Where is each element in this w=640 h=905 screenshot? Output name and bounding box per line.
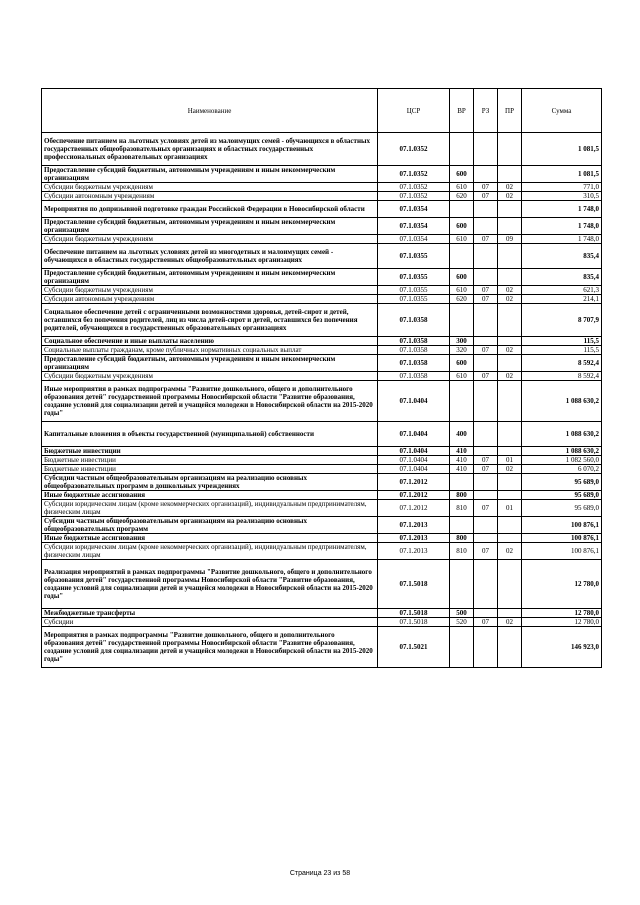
- cell-vr: 620: [450, 295, 474, 304]
- table-row: [42, 609, 602, 618]
- table-row: [42, 201, 602, 218]
- cell-rz: [474, 244, 498, 269]
- cell-name: Капитальные вложения в объекты государственной (муниципальной) собственности: [42, 422, 378, 447]
- cell-pr: 02: [498, 286, 522, 295]
- header-vr: ВР: [450, 89, 474, 133]
- cell-sum: 1 081,5: [522, 166, 602, 183]
- cell-name: Субсидии бюджетным учреждениям: [42, 286, 378, 295]
- cell-sum: 8 707,9: [522, 304, 602, 337]
- cell-sum: 95 689,0: [522, 491, 602, 500]
- cell-pr: [498, 218, 522, 235]
- cell-vr: [450, 560, 474, 609]
- table-row: [42, 381, 602, 422]
- table-row: [42, 218, 602, 235]
- cell-name: Субсидии бюджетным учреждениям: [42, 372, 378, 381]
- cell-name: Предоставление субсидий бюджетным, автономным учреждениям и иным некоммерческим организациям: [42, 166, 378, 183]
- header-name: Наименование: [42, 89, 378, 133]
- table-row: [42, 543, 602, 560]
- cell-csr: 07.1.0404: [378, 465, 450, 474]
- cell-rz: [474, 304, 498, 337]
- cell-vr: 410: [450, 456, 474, 465]
- cell-rz: [474, 355, 498, 372]
- header-sum: Сумма: [522, 89, 602, 133]
- cell-pr: 01: [498, 500, 522, 517]
- cell-rz: [474, 381, 498, 422]
- cell-csr: 07.1.0404: [378, 422, 450, 447]
- table-row: [42, 355, 602, 372]
- cell-pr: [498, 244, 522, 269]
- cell-name: Предоставление субсидий бюджетным, автономным учреждениям и иным некоммерческим организациям: [42, 218, 378, 235]
- table-row: [42, 286, 602, 295]
- cell-sum: 8 592,4: [522, 355, 602, 372]
- header-pr: ПР: [498, 89, 522, 133]
- cell-rz: 07: [474, 235, 498, 244]
- table-row: [42, 491, 602, 500]
- table-row: [42, 192, 602, 201]
- cell-vr: 410: [450, 465, 474, 474]
- cell-rz: [474, 474, 498, 491]
- table-row: [42, 534, 602, 543]
- cell-sum: 1 748,0: [522, 235, 602, 244]
- cell-pr: [498, 517, 522, 534]
- cell-rz: 07: [474, 346, 498, 355]
- cell-csr: 07.1.0404: [378, 381, 450, 422]
- cell-vr: 600: [450, 166, 474, 183]
- cell-pr: 02: [498, 183, 522, 192]
- cell-rz: 07: [474, 500, 498, 517]
- cell-pr: 02: [498, 346, 522, 355]
- cell-rz: 07: [474, 456, 498, 465]
- cell-name: Предоставление субсидий бюджетным, автономным учреждениям и иным некоммерческим организациям: [42, 355, 378, 372]
- cell-name: Реализация мероприятий в рамках подпрограммы "Развитие дошкольного, общего и дополнительного образования детей" государственной программы Новосибирской области "Развитие образования, создание условий для социализации детей и учащейся молодежи в Новосибирской области на 2015-2020 годы": [42, 560, 378, 609]
- cell-csr: 07.1.0352: [378, 183, 450, 192]
- cell-rz: [474, 218, 498, 235]
- cell-sum: 1 081,5: [522, 133, 602, 166]
- cell-name: Иные бюджетные ассигнования: [42, 491, 378, 500]
- cell-name: Обеспечение питанием на льготных условиях детей из малоимущих семей - обучающихся в областных государственных общеобразовательных организациях и областных государственных профессиональных образовательных организациях: [42, 133, 378, 166]
- cell-csr: 07.1.2013: [378, 517, 450, 534]
- cell-vr: [450, 304, 474, 337]
- cell-csr: 07.1.0355: [378, 295, 450, 304]
- cell-vr: 810: [450, 500, 474, 517]
- cell-sum: 771,0: [522, 183, 602, 192]
- cell-name: Социальное обеспечение и иные выплаты населению: [42, 337, 378, 346]
- cell-rz: 07: [474, 183, 498, 192]
- cell-sum: 621,3: [522, 286, 602, 295]
- cell-csr: 07.1.0352: [378, 192, 450, 201]
- cell-vr: 300: [450, 337, 474, 346]
- cell-sum: 12 780,0: [522, 609, 602, 618]
- cell-name: Межбюджетные трансферты: [42, 609, 378, 618]
- cell-rz: [474, 517, 498, 534]
- cell-sum: 1 748,0: [522, 201, 602, 218]
- cell-sum: 1 748,0: [522, 218, 602, 235]
- cell-pr: 02: [498, 618, 522, 627]
- cell-vr: 600: [450, 355, 474, 372]
- cell-vr: 400: [450, 422, 474, 447]
- cell-rz: [474, 560, 498, 609]
- cell-rz: 07: [474, 286, 498, 295]
- table-row: [42, 346, 602, 355]
- cell-rz: [474, 609, 498, 618]
- cell-rz: [474, 269, 498, 286]
- table-row: [42, 517, 602, 534]
- table-row: [42, 627, 602, 668]
- cell-rz: [474, 627, 498, 668]
- cell-rz: [474, 534, 498, 543]
- table-body: [42, 133, 602, 668]
- cell-rz: 07: [474, 618, 498, 627]
- cell-vr: 610: [450, 235, 474, 244]
- cell-pr: [498, 627, 522, 668]
- cell-csr: 07.1.0404: [378, 447, 450, 456]
- cell-csr: 07.1.0354: [378, 218, 450, 235]
- cell-sum: 6 070,2: [522, 465, 602, 474]
- cell-name: Бюджетные инвестиции: [42, 465, 378, 474]
- cell-vr: 620: [450, 192, 474, 201]
- cell-rz: [474, 422, 498, 447]
- cell-csr: 07.1.0354: [378, 235, 450, 244]
- cell-csr: 07.1.0358: [378, 372, 450, 381]
- cell-sum: 8 592,4: [522, 372, 602, 381]
- cell-sum: 146 923,0: [522, 627, 602, 668]
- cell-sum: 100 876,1: [522, 543, 602, 560]
- cell-pr: [498, 133, 522, 166]
- cell-pr: [498, 560, 522, 609]
- cell-sum: 1 088 630,2: [522, 447, 602, 456]
- cell-pr: [498, 166, 522, 183]
- table-row: [42, 337, 602, 346]
- table-row: [42, 560, 602, 609]
- cell-name: Мероприятия по допризывной подготовке граждан Российской Федерации в Новосибирской области: [42, 201, 378, 218]
- cell-csr: 07.1.0355: [378, 269, 450, 286]
- cell-sum: 100 876,1: [522, 534, 602, 543]
- table-row: [42, 465, 602, 474]
- budget-sheet: [41, 88, 601, 668]
- cell-vr: 600: [450, 269, 474, 286]
- table-row: [42, 269, 602, 286]
- header-row: [42, 89, 602, 133]
- cell-csr: 07.1.0404: [378, 456, 450, 465]
- cell-sum: 1 088 630,2: [522, 422, 602, 447]
- cell-csr: 07.1.5018: [378, 560, 450, 609]
- cell-pr: [498, 474, 522, 491]
- cell-sum: 12 780,0: [522, 560, 602, 609]
- cell-rz: [474, 133, 498, 166]
- table-row: [42, 244, 602, 269]
- cell-pr: 02: [498, 543, 522, 560]
- table-row: [42, 618, 602, 627]
- cell-name: Социальное обеспечение детей с ограниченными возможностями здоровья, детей-сирот и детей, оставшихся без попечения родителей, лиц из числа детей-сирот и детей, оставшихся без попечения родителей, обучающихся в государственных образовательных организациях: [42, 304, 378, 337]
- cell-name: Предоставление субсидий бюджетным, автономным учреждениям и иным некоммерческим организациям: [42, 269, 378, 286]
- cell-name: Субсидии бюджетным учреждениям: [42, 183, 378, 192]
- cell-vr: [450, 474, 474, 491]
- cell-vr: 800: [450, 491, 474, 500]
- cell-vr: 600: [450, 218, 474, 235]
- cell-csr: 07.1.2013: [378, 534, 450, 543]
- page-footer: Страница 23 из 58: [289, 870, 351, 877]
- cell-sum: 835,4: [522, 244, 602, 269]
- cell-vr: [450, 133, 474, 166]
- cell-sum: 115,5: [522, 346, 602, 355]
- cell-vr: [450, 627, 474, 668]
- cell-sum: 1 082 560,0: [522, 456, 602, 465]
- cell-rz: [474, 447, 498, 456]
- cell-pr: [498, 355, 522, 372]
- cell-csr: 07.1.5018: [378, 618, 450, 627]
- table-row: [42, 183, 602, 192]
- cell-vr: [450, 517, 474, 534]
- cell-pr: 02: [498, 192, 522, 201]
- table-row: [42, 456, 602, 465]
- cell-pr: [498, 447, 522, 456]
- cell-pr: [498, 534, 522, 543]
- cell-csr: 07.1.0354: [378, 201, 450, 218]
- table-row: [42, 295, 602, 304]
- cell-name: Обеспечение питанием на льготных условиях детей из многодетных и малоимущих семей - обучающихся в областных государственных общеобразовательных организациях: [42, 244, 378, 269]
- cell-pr: 02: [498, 372, 522, 381]
- table-row: [42, 166, 602, 183]
- cell-csr: 07.1.2012: [378, 491, 450, 500]
- cell-pr: [498, 381, 522, 422]
- cell-sum: 214,1: [522, 295, 602, 304]
- cell-name: Социальные выплаты гражданам, кроме публичных нормативных социальных выплат: [42, 346, 378, 355]
- cell-name: Иные бюджетные ассигнования: [42, 534, 378, 543]
- cell-name: Субсидии юридическим лицам (кроме некоммерческих организаций), индивидуальным предпринимателям, физическим лицам: [42, 543, 378, 560]
- cell-csr: 07.1.0358: [378, 337, 450, 346]
- cell-name: Бюджетные инвестиции: [42, 447, 378, 456]
- cell-vr: 520: [450, 618, 474, 627]
- cell-vr: 410: [450, 447, 474, 456]
- cell-rz: [474, 166, 498, 183]
- cell-pr: 01: [498, 456, 522, 465]
- cell-csr: 07.1.0352: [378, 133, 450, 166]
- cell-name: Иные мероприятия в рамках подпрограммы "Развитие дошкольного, общего и дополнительного образования детей" государственной программы Новосибирской области "Развитие образования, создание условий для социализации детей и учащейся молодежи в Новосибирской области на 2015-2020 годы": [42, 381, 378, 422]
- cell-name: Субсидии автономным учреждениям: [42, 192, 378, 201]
- table-row: [42, 372, 602, 381]
- cell-csr: 07.1.0358: [378, 304, 450, 337]
- cell-vr: [450, 201, 474, 218]
- cell-pr: 02: [498, 295, 522, 304]
- cell-rz: 07: [474, 465, 498, 474]
- budget-table: [41, 88, 602, 668]
- cell-csr: 07.1.2013: [378, 543, 450, 560]
- cell-csr: 07.1.2012: [378, 474, 450, 491]
- cell-sum: 95 689,0: [522, 474, 602, 491]
- cell-rz: 07: [474, 295, 498, 304]
- cell-csr: 07.1.5018: [378, 609, 450, 618]
- cell-pr: [498, 491, 522, 500]
- cell-sum: 100 876,1: [522, 517, 602, 534]
- cell-csr: 07.1.0358: [378, 346, 450, 355]
- cell-pr: 02: [498, 465, 522, 474]
- cell-csr: 07.1.5021: [378, 627, 450, 668]
- cell-rz: [474, 337, 498, 346]
- cell-name: Субсидии автономным учреждениям: [42, 295, 378, 304]
- cell-sum: 12 780,0: [522, 618, 602, 627]
- table-row: [42, 304, 602, 337]
- cell-pr: [498, 304, 522, 337]
- cell-csr: 07.1.0355: [378, 286, 450, 295]
- cell-sum: 310,5: [522, 192, 602, 201]
- table-row: [42, 235, 602, 244]
- cell-vr: 320: [450, 346, 474, 355]
- header-csr: ЦСР: [378, 89, 450, 133]
- cell-name: Мероприятия в рамках подпрограммы "Развитие дошкольного, общего и дополнительного образования детей" государственной программы Новосибирской области "Развитие образования, создание условий для социализации детей и учащейся молодежи в Новосибирской области на 2015-2020 годы": [42, 627, 378, 668]
- cell-name: Субсидии частным общеобразовательным организациям на реализацию основных общеобразовательных программ в дошкольных учреждениях: [42, 474, 378, 491]
- cell-pr: [498, 609, 522, 618]
- cell-pr: [498, 269, 522, 286]
- cell-vr: [450, 381, 474, 422]
- table-row: [42, 500, 602, 517]
- cell-csr: 07.1.0358: [378, 355, 450, 372]
- cell-rz: 07: [474, 372, 498, 381]
- cell-name: Бюджетные инвестиции: [42, 456, 378, 465]
- cell-vr: 610: [450, 183, 474, 192]
- cell-csr: 07.1.0355: [378, 244, 450, 269]
- cell-sum: 115,5: [522, 337, 602, 346]
- cell-name: Субсидии: [42, 618, 378, 627]
- table-row: [42, 133, 602, 166]
- cell-sum: 95 689,0: [522, 500, 602, 517]
- cell-vr: 610: [450, 286, 474, 295]
- cell-rz: 07: [474, 543, 498, 560]
- table-row: [42, 447, 602, 456]
- cell-rz: 07: [474, 192, 498, 201]
- cell-name: Субсидии частным общеобразовательным организациям на реализацию основных общеобразовательных программ: [42, 517, 378, 534]
- cell-pr: 09: [498, 235, 522, 244]
- cell-pr: [498, 422, 522, 447]
- table-row: [42, 422, 602, 447]
- cell-sum: 835,4: [522, 269, 602, 286]
- cell-vr: 810: [450, 543, 474, 560]
- table-row: [42, 474, 602, 491]
- cell-rz: [474, 201, 498, 218]
- cell-pr: [498, 201, 522, 218]
- cell-rz: [474, 491, 498, 500]
- cell-vr: 610: [450, 372, 474, 381]
- cell-pr: [498, 337, 522, 346]
- cell-csr: 07.1.0352: [378, 166, 450, 183]
- cell-vr: [450, 244, 474, 269]
- header-rz: РЗ: [474, 89, 498, 133]
- cell-csr: 07.1.2012: [378, 500, 450, 517]
- cell-vr: 500: [450, 609, 474, 618]
- cell-name: Субсидии юридическим лицам (кроме некоммерческих организаций), индивидуальным предпринимателям, физическим лицам: [42, 500, 378, 517]
- cell-name: Субсидии бюджетным учреждениям: [42, 235, 378, 244]
- cell-sum: 1 088 630,2: [522, 381, 602, 422]
- cell-vr: 800: [450, 534, 474, 543]
